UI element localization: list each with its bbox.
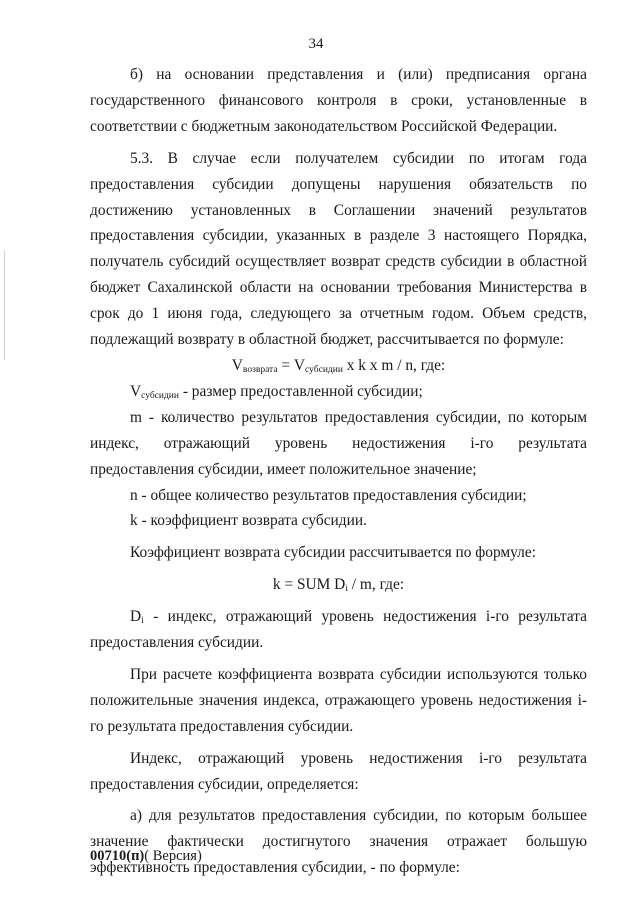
scan-margin-line <box>4 250 5 360</box>
formula-k: k = SUM $D_i$ / m, где: <box>272 576 405 595</box>
definition-v: $V_{субсидии}$ - размер предоставленной субсидии; <box>130 382 423 401</box>
definition-k: k - коэффициент возврата субсидии. <box>130 512 367 530</box>
paragraph-index: Индекс, отражающий уровень недостижения i-го результата предоставления субсидии, определяется: <box>90 749 587 793</box>
footer-version: ( Версия) <box>144 848 202 864</box>
document-footer <box>90 848 202 865</box>
footer-code: 00710(п) <box>90 848 145 864</box>
page-number: 34 <box>308 36 324 52</box>
document-body <box>90 62 587 881</box>
definition-d: $D_i$ - индекс, отражающий уровень недостижения i-го результата предоставления субсидии. <box>90 608 587 652</box>
paragraph-b: б) на основании представления и (или) предписания органа государственного финансового контроля в сроки, установленные в соответствии с бюджетным законодательством Российской Федерации. <box>90 66 587 135</box>
paragraph-a: а) для результатов предоставления субсидии, по которым большее значение фактически достигнутого значения отражает большую эффективность предоставления субсидии, - по формуле: <box>90 807 587 877</box>
definition-n: n - общее количество результатов предоставления субсидии; <box>130 486 527 504</box>
paragraph-positive-values: При расчете коэффициента возврата субсидии используются только положительные значения индекса, отражающего уровень недостижения i-го результата предоставления субсидии. <box>90 665 587 735</box>
paragraph-5-3: 5.3. В случае если получателем субсидии по итогам года предоставления субсидии допущены нарушения обязательств по достижению установленных в Соглашении значений результатов предоставления субсидии, указанных в разделе 3 настоящего Порядка, получатель субсидий осуществляет возврат средств субсидии в областной бюджет Сахалинской области на основании требования Министерства в срок до 1 июня года, следующего за отчетным годом. Объем средств, подлежащий возврату в областной бюджет, рассчитывается по формуле: <box>90 149 587 349</box>
k-formula-intro: Коэффициент возврата субсидии рассчитывается по формуле: <box>130 544 536 562</box>
definition-m: m - количество результатов предоставления субсидии, по которым индекс, отражающий уровень недостижения i-го результата предоставления субсидии, имеет положительное значение; <box>90 408 587 478</box>
formula-return-volume: $V_{возврата} = V_{субсидии}$ x k x m / n, где: <box>231 356 446 375</box>
